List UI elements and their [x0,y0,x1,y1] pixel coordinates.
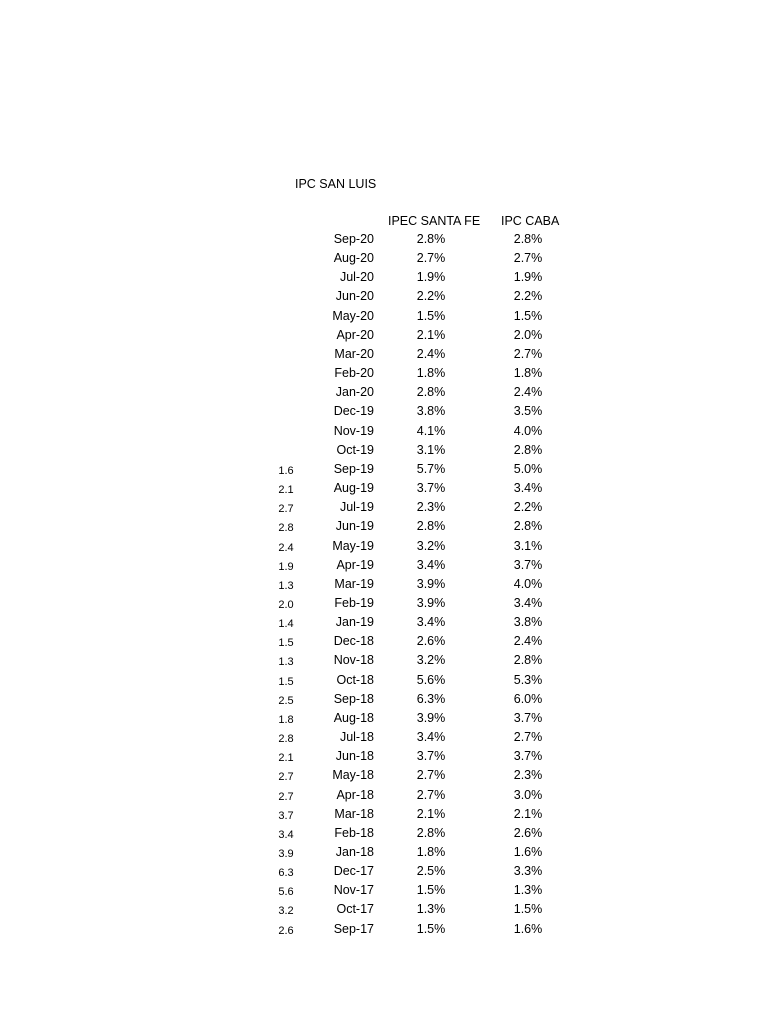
san-luis-value: 5.6 [278,886,294,899]
table-row [0,402,768,421]
san-luis-value: 2.8 [278,733,294,746]
santa-fe-value: 2.8% [416,519,446,534]
caba-value: 4.0% [513,423,543,438]
table-row [0,460,768,479]
table-row [0,517,768,536]
table-row [0,249,768,268]
santa-fe-value: 1.5% [416,308,446,323]
column-header-ipc-caba: IPC CABA [501,214,560,228]
table-row [0,594,768,613]
month-label: Jan-20 [335,385,374,400]
table-row [0,862,768,881]
table-row [0,766,768,785]
table-row [0,747,768,766]
month-label: Aug-20 [333,251,374,266]
month-label: Dec-19 [333,404,374,419]
table-row [0,383,768,402]
santa-fe-value: 3.9% [416,710,446,725]
santa-fe-value: 2.3% [416,500,446,515]
san-luis-value: 1.5 [278,637,294,650]
caba-value: 3.5% [513,404,543,419]
month-label: Aug-18 [333,710,374,725]
month-label: May-18 [332,768,374,783]
santa-fe-value: 4.1% [416,423,446,438]
month-label: Oct-19 [336,442,374,457]
table-row [0,824,768,843]
month-label: Nov-18 [333,653,374,668]
data-table [0,230,768,939]
santa-fe-value: 2.8% [416,385,446,400]
table-row [0,805,768,824]
caba-value: 2.1% [513,806,543,821]
caba-value: 3.4% [513,481,543,496]
santa-fe-value: 1.8% [416,845,446,859]
table-row [0,709,768,728]
caba-value: 5.3% [513,672,543,687]
table-row [0,632,768,651]
table-row [0,268,768,287]
santa-fe-value: 1.3% [416,902,446,917]
santa-fe-value: 2.2% [416,289,446,304]
caba-value: 2.4% [513,634,543,649]
santa-fe-value: 3.4% [416,615,446,630]
santa-fe-value: 5.6% [416,672,446,687]
santa-fe-value: 5.7% [416,461,446,476]
month-label: Jun-18 [335,749,374,764]
caba-value: 2.8% [513,232,543,246]
san-luis-value: 3.9 [278,848,294,860]
san-luis-value: 2.1 [278,484,294,497]
san-luis-value: 1.5 [278,675,294,688]
santa-fe-value: 6.3% [416,691,446,706]
caba-value: 2.8% [513,653,543,668]
table-row [0,900,768,919]
santa-fe-value: 3.1% [416,442,446,457]
month-label: Dec-17 [333,864,374,879]
santa-fe-value: 2.7% [416,768,446,783]
table-row [0,287,768,306]
caba-value: 1.5% [513,902,543,917]
caba-value: 2.3% [513,768,543,783]
month-label: Jun-20 [335,289,374,304]
month-label: Oct-17 [336,902,374,917]
month-label: Jul-18 [339,730,374,745]
month-label: Sep-17 [333,921,374,936]
caba-value: 5.0% [513,461,543,476]
santa-fe-value: 3.9% [416,576,446,591]
month-label: Mar-19 [334,576,374,591]
table-row [0,881,768,900]
table-row [0,728,768,747]
caba-value: 1.6% [513,845,543,859]
sheet-title: IPC SAN LUIS [295,177,377,191]
month-label: Mar-20 [334,346,374,361]
san-luis-value: 1.9 [278,560,294,573]
month-label: May-20 [332,308,374,323]
santa-fe-value: 2.7% [416,251,446,266]
caba-value: 2.8% [513,442,543,457]
table-row [0,307,768,326]
san-luis-value: 6.3 [278,867,294,880]
caba-value: 2.4% [513,385,543,400]
san-luis-value: 1.8 [278,713,294,726]
santa-fe-value: 2.6% [416,634,446,649]
caba-value: 2.8% [513,519,543,534]
san-luis-value: 3.7 [278,809,294,822]
month-label: Feb-20 [334,366,374,381]
san-luis-value: 1.3 [278,656,294,669]
san-luis-value: 2.7 [278,771,294,784]
caba-value: 1.8% [513,366,543,381]
month-label: Jun-19 [335,519,374,534]
santa-fe-value: 2.8% [416,825,446,840]
santa-fe-value: 2.5% [416,864,446,879]
month-label: Feb-18 [334,825,374,840]
month-label: Sep-20 [333,232,374,246]
caba-value: 2.6% [513,825,543,840]
caba-value: 2.7% [513,346,543,361]
table-row [0,441,768,460]
santa-fe-value: 3.7% [416,749,446,764]
caba-value: 2.7% [513,730,543,745]
table-row [0,671,768,690]
santa-fe-value: 1.5% [416,883,446,898]
caba-value: 1.3% [513,883,543,898]
table-row [0,345,768,364]
table-row [0,230,768,249]
table-row [0,556,768,575]
santa-fe-value: 2.7% [416,787,446,802]
caba-value: 2.7% [513,251,543,266]
santa-fe-value: 1.5% [416,921,446,936]
san-luis-value: 2.6 [278,924,294,937]
san-luis-value: 1.4 [278,618,294,631]
san-luis-value: 2.4 [278,541,294,554]
caba-value: 3.1% [513,538,543,553]
table-row [0,364,768,383]
santa-fe-value: 2.1% [416,327,446,342]
santa-fe-value: 3.7% [416,481,446,496]
caba-value: 3.4% [513,595,543,610]
san-luis-value: 3.2 [278,905,294,918]
santa-fe-value: 1.9% [416,270,446,285]
caba-value: 1.6% [513,921,543,936]
san-luis-value: 2.5 [278,694,294,707]
month-label: Aug-19 [333,481,374,496]
column-header-ipec-santa-fe: IPEC SANTA FE [388,214,481,228]
table-row [0,786,768,805]
san-luis-value: 1.3 [278,579,294,592]
san-luis-value: 3.4 [278,828,294,841]
month-label: Jul-19 [339,500,374,515]
san-luis-value: 2.7 [278,790,294,803]
table-row [0,651,768,670]
table-row [0,537,768,556]
month-label: Apr-18 [336,787,374,802]
table-row [0,326,768,345]
caba-value: 3.7% [513,749,543,764]
table-row [0,690,768,709]
month-label: Mar-18 [334,806,374,821]
santa-fe-value: 3.2% [416,653,446,668]
san-luis-value: 1.6 [278,464,294,477]
month-label: Apr-20 [336,327,374,342]
caba-value: 1.9% [513,270,543,285]
month-label: Feb-19 [334,595,374,610]
santa-fe-value: 3.9% [416,595,446,610]
san-luis-value: 2.1 [278,752,294,765]
table-row [0,575,768,594]
san-luis-value: 2.7 [278,503,294,516]
san-luis-value: 2.0 [278,598,294,611]
caba-value: 4.0% [513,576,543,591]
month-label: Jul-20 [339,270,374,285]
month-label: Sep-19 [333,461,374,476]
caba-value: 2.2% [513,289,543,304]
santa-fe-value: 3.4% [416,730,446,745]
table-row [0,920,768,939]
month-label: Dec-18 [333,634,374,649]
table-row [0,479,768,498]
santa-fe-value: 3.4% [416,557,446,572]
caba-value: 3.3% [513,864,543,879]
month-label: Jan-19 [335,615,374,630]
month-label: Jan-18 [335,845,374,859]
table-row [0,422,768,441]
table-row [0,613,768,632]
caba-value: 6.0% [513,691,543,706]
caba-value: 2.0% [513,327,543,342]
santa-fe-value: 2.8% [416,232,446,246]
caba-value: 3.8% [513,615,543,630]
table-row [0,498,768,517]
santa-fe-value: 2.1% [416,806,446,821]
caba-value: 3.7% [513,710,543,725]
month-label: Apr-19 [336,557,374,572]
caba-value: 3.7% [513,557,543,572]
santa-fe-value: 3.8% [416,404,446,419]
month-label: Oct-18 [336,672,374,687]
month-label: Nov-19 [333,423,374,438]
month-label: Sep-18 [333,691,374,706]
san-luis-value: 2.8 [278,522,294,535]
month-label: May-19 [332,538,374,553]
caba-value: 3.0% [513,787,543,802]
santa-fe-value: 1.8% [416,366,446,381]
table-row [0,843,768,862]
caba-value: 2.2% [513,500,543,515]
month-label: Nov-17 [333,883,374,898]
santa-fe-value: 2.4% [416,346,446,361]
caba-value: 1.5% [513,308,543,323]
santa-fe-value: 3.2% [416,538,446,553]
